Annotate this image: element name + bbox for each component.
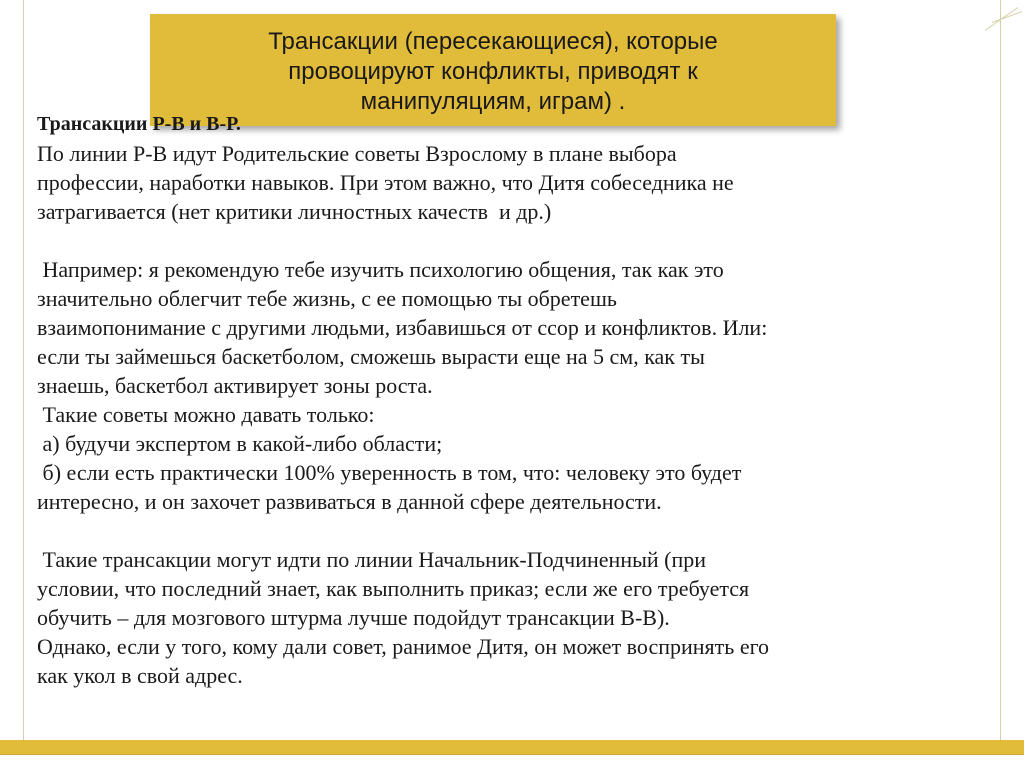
blank-line [37,226,997,255]
body-line: условии, что последний знает, как выполнить приказ; если же его требуется [37,576,750,601]
body-line: По линии Р-В идут Родительские советы Взрослому в плане выбора [37,141,677,166]
slide-title [213,27,773,117]
body-line: значительно облегчит тебе жизнь, с ее помощью ты обретешь [37,286,617,311]
body-line: взаимопонимание с другими людьми, избавишься от ссор и конфликтов. Или: [37,315,768,340]
bottom-band-edge [0,754,1024,755]
right-decor-line [1000,0,1001,740]
body-heading: Трансакции Р-В и В-Р. [37,113,241,135]
body-line: б) если есть практически 100% уверенность в том, что: человеку это будет [37,460,742,485]
title-line-2: провоцируют конфликты, приводят к [288,58,698,85]
body-line: интересно, и он захочет развиваться в данной сфере деятельности. [37,489,662,514]
body-line: затрагивается (нет критики личностных качеств и др.) [37,199,552,224]
body-text [37,110,997,690]
left-decor-line [23,0,24,740]
body-line: Такие советы можно давать только: [37,402,375,427]
body-line: профессии, наработки навыков. При этом важно, что Дитя собеседника не [37,170,734,195]
body-line: Такие трансакции могут идти по линии Начальник-Подчиненный (при [37,547,707,572]
body-line: знаешь, баскетбол активирует зоны роста. [37,373,433,398]
blank-line [37,516,997,545]
body-line: Однако, если у того, кому дали совет, ранимое Дитя, он может воспринять его [37,634,770,659]
title-line-3: манипуляциям, играм) . [360,88,626,115]
body-line: как укол в свой адрес. [37,663,243,688]
bottom-accent-band [0,740,1024,754]
title-line-1: Трансакции (пересекающиеся), которые [268,28,718,55]
body-line: а) будучи экспертом в какой-либо области; [37,431,443,456]
body-line: Например: я рекомендую тебе изучить психологию общения, так как это [37,257,724,282]
body-line: обучить – для мозгового штурма лучше подойдут трансакции В-В). [37,605,670,630]
body-line: если ты займешься баскетболом, сможешь вырасти еще на 5 см, как ты [37,344,705,369]
